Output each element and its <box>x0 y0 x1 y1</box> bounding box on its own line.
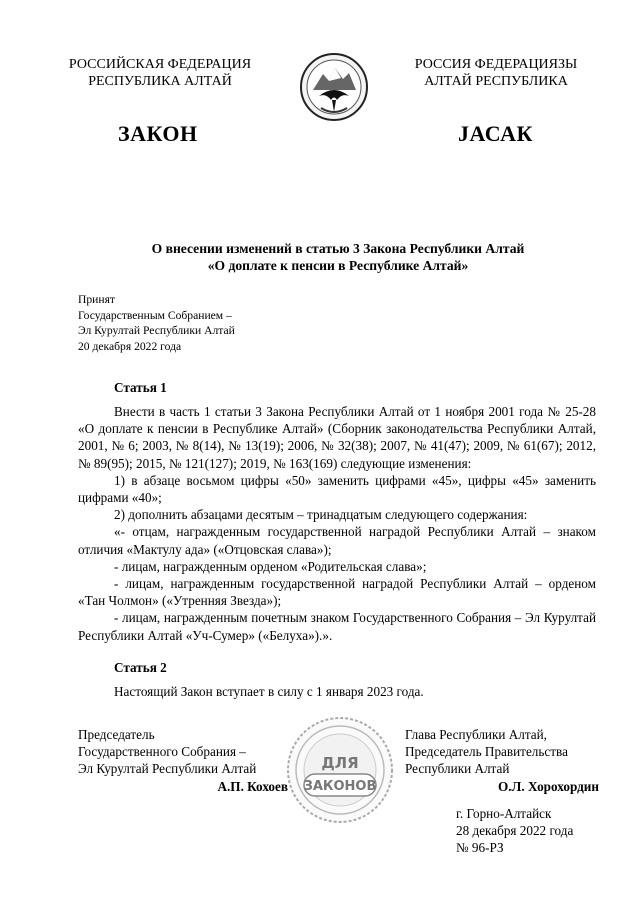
adoption-info <box>78 292 235 354</box>
article-1-paragraph: - лицам, награжденным почетным знаком Государственного Собрания – Эл Курултай Республики Алтай «Уч-Сумер» («Белуха»).». <box>78 610 596 643</box>
official-stamp <box>284 714 396 826</box>
article-1-paragraph: «- отцам, награжденным государственной наградой Республики Алтай – знаком отличия «Мактулу ада» («Отцовская слава»); <box>78 524 596 557</box>
date-line: 28 декабря 2022 года <box>456 823 574 839</box>
signature-right-line-1: Глава Республики Алтай, <box>405 727 547 742</box>
place-date-number <box>456 805 573 857</box>
signature-left <box>78 726 288 795</box>
header-right <box>380 56 612 90</box>
signature-left-line-3: Эл Курултай Республики Алтай <box>78 761 257 777</box>
article-1-paragraph: Внести в часть 1 статьи 3 Закона Республики Алтай от 1 ноября 2001 года № 25-28 «О доплате к пенсии в Республике Алтай» (Сборник законодательства Республики Алтай, 2001, № 6; 2003, № 8(14), № 13(19); 2006, № 32(38); 2007, № 41(47); 2009, № 61(67); 2012, № 89(95); 2015, № 121(127); 2019, № 163(169) следующие изменения: <box>78 404 596 471</box>
article-1-heading: Статья 1 <box>114 380 167 395</box>
law-title-line-1: О внесении изменений в статью 3 Закона Республики Алтай <box>151 241 525 256</box>
signature-left-line-2: Государственного Собрания – <box>78 744 246 760</box>
article-1-paragraph: 2) дополнить абзацами десятым – тринадцатым следующего содержания: <box>114 507 528 523</box>
adoption-line-4: 20 декабря 2022 года <box>78 339 182 353</box>
law-word-russian: ЗАКОН <box>118 121 198 146</box>
signature-left-line-1: Председатель <box>78 727 155 742</box>
header-left-line-2: РЕСПУБЛИКА АЛТАЙ <box>88 74 232 89</box>
article-1-body <box>78 403 596 644</box>
adoption-line-1: Принят <box>78 293 115 306</box>
law-number-line: № 96-РЗ <box>456 840 504 856</box>
article-1-paragraph: - лицам, награжденным государственной наградой Республики Алтай – орденом «Тан Чолмон» («Утренняя Звезда»); <box>78 576 596 609</box>
header-left <box>40 56 280 90</box>
law-word-altai: JАСАК <box>458 121 533 146</box>
stamp-text-line-2: ЗАКОНОВ <box>303 779 377 794</box>
signature-right-line-3: Республики Алтай <box>405 761 510 777</box>
article-1-paragraph: - лицам, награжденным орденом «Родительская слава»; <box>114 558 427 574</box>
law-title <box>78 240 598 274</box>
header-right-line-2: АЛТАЙ РЕСПУБЛИКА <box>424 74 568 89</box>
article-1-paragraph: 1) в абзаце восьмом цифры «50» заменить цифрами «45», цифры «45» заменить цифрами «40»; <box>78 472 596 506</box>
header-left-line-1: РОССИЙСКАЯ ФЕДЕРАЦИЯ <box>68 57 252 72</box>
header-right-line-1: РОССИЯ ФЕДЕРАЦИЯЗЫ <box>414 57 578 72</box>
article-2-body <box>78 683 596 700</box>
stamp-text-line-1: ДЛЯ <box>321 754 359 772</box>
signature-right-line-2: Председатель Правительства <box>405 744 568 760</box>
article-2-paragraph: Настоящий Закон вступает в силу с 1 января 2023 года. <box>114 684 424 699</box>
adoption-line-2: Государственным Собранием – <box>78 308 232 322</box>
signature-left-name: А.П. Кохоев <box>217 778 288 794</box>
adoption-line-3: Эл Курултай Республики Алтай <box>78 324 235 338</box>
altai-republic-emblem-icon <box>299 50 369 124</box>
law-title-line-2: «О доплате к пенсии в Республике Алтай» <box>207 258 469 273</box>
signature-right-name: О.Л. Хорохордин <box>498 778 599 794</box>
signature-right <box>405 726 605 795</box>
place-line: г. Горно-Алтайск <box>456 806 552 821</box>
article-2-heading: Статья 2 <box>114 660 167 675</box>
